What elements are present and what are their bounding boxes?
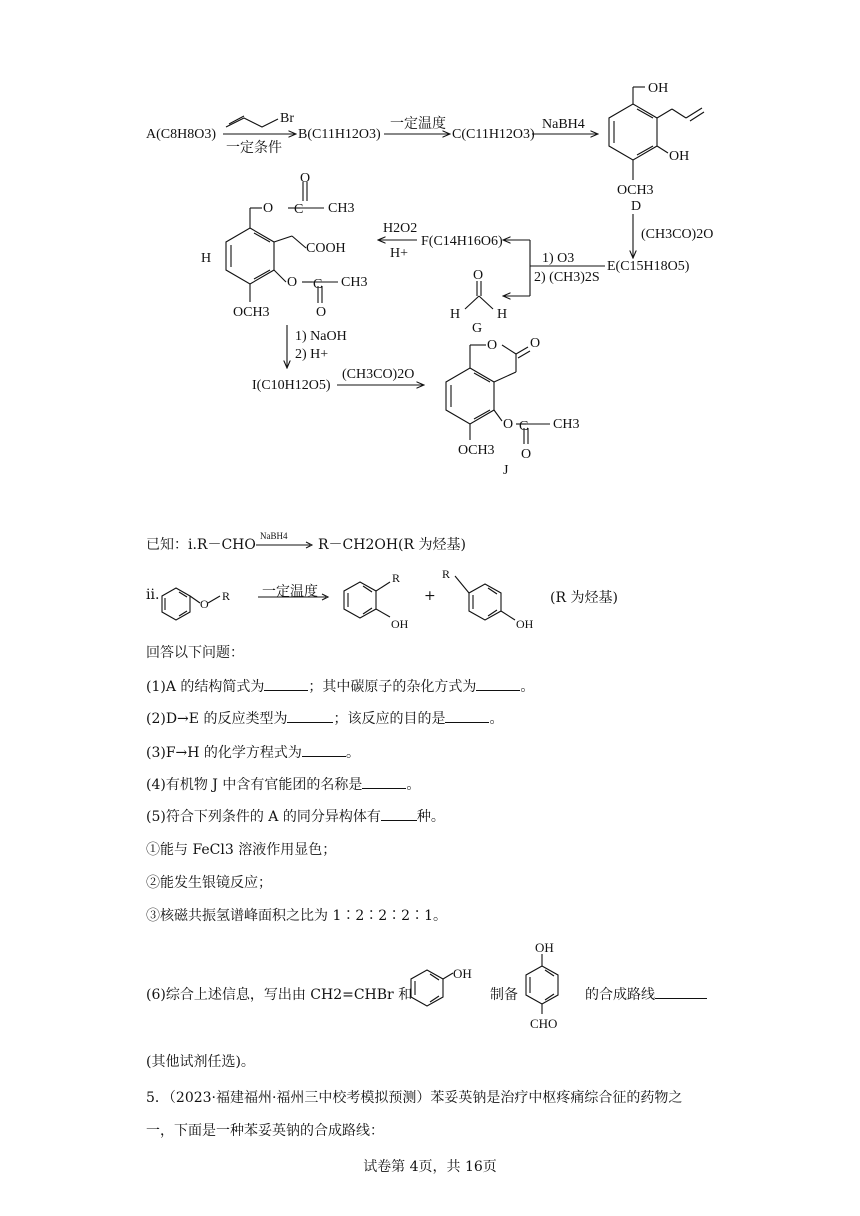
- h-c2: C: [313, 277, 323, 292]
- q3-blank[interactable]: [302, 742, 346, 757]
- next-question-line-2: 一，下面是一种苯妥英钠的合成路线：: [146, 1123, 384, 1139]
- compound-e: E(C15H18O5): [607, 259, 690, 274]
- h-ch3-top: CH3: [328, 201, 355, 216]
- q2-blank-2[interactable]: [445, 708, 489, 723]
- known-i-intro: 已知：i.R－CHO: [146, 537, 256, 553]
- label-j: J: [503, 463, 509, 478]
- q6-text-d: (其他试剂任选)。: [146, 1054, 255, 1070]
- known-i-reagent: NaBH4: [260, 531, 288, 541]
- reagent-ef-1: 1) O3: [542, 251, 575, 266]
- q2-text-c: 。: [489, 711, 504, 727]
- g-h-left: H: [450, 307, 461, 322]
- known-ii-structures: [150, 570, 570, 630]
- svg-text:O: O: [200, 597, 209, 611]
- q5-text-a: (5)符合下列条件的 A 的同分异构体有: [146, 809, 381, 825]
- j-o-carbonyl: O: [530, 336, 541, 351]
- condition-2: ②能发生银镜反应；: [146, 875, 272, 891]
- next-question-line-1: 5．（2023·福建福州·福州三中校考模拟预测）苯妥英钠是治疗中枢疼痛综合征的药物之: [146, 1090, 683, 1106]
- question-4: [146, 774, 420, 794]
- g-o: O: [473, 268, 484, 283]
- d-och3: OCH3: [617, 183, 654, 198]
- label-d: D: [631, 199, 642, 214]
- d-oh-top: OH: [648, 81, 669, 96]
- reagent-hi-2: 2) H+: [295, 347, 329, 362]
- q4-blank[interactable]: [362, 774, 406, 789]
- page-footer: 试卷第 4页，共 16页: [363, 1159, 497, 1175]
- phenol-structure: [405, 962, 480, 1012]
- q6-text-b: 制备: [490, 987, 518, 1003]
- question-6-tail: [585, 984, 707, 1004]
- reagent-hi-1: 1) NaOH: [295, 329, 347, 344]
- q4-text-b: 。: [406, 777, 421, 793]
- q4-text-a: (4)有机物 J 中含有官能团的名称是: [146, 777, 363, 793]
- h-o1: O: [263, 201, 274, 216]
- target-structure: [520, 940, 580, 1035]
- q3-text-a: (3)F→H 的化学方程式为: [146, 745, 302, 761]
- q2-text-a: (2)D→E 的反应类型为: [146, 711, 288, 727]
- known-i-arrow: [256, 540, 316, 550]
- j-och3: OCH3: [458, 443, 495, 458]
- svg-text:OH: OH: [391, 617, 409, 630]
- svg-text:R: R: [222, 589, 231, 603]
- compound-f: F(C14H16O6): [421, 234, 503, 249]
- q5-text-b: 种。: [416, 809, 445, 825]
- svg-text:OH: OH: [516, 617, 534, 630]
- condition-3: ③核磁共振氢谱峰面积之比为 1∶2∶2∶2∶1。: [146, 908, 447, 924]
- reagent-ij: (CH3CO)2O: [342, 367, 415, 382]
- question-5: [146, 806, 445, 826]
- j-o-acyl: O: [521, 447, 532, 462]
- question-2: [146, 708, 503, 728]
- h-c1: C: [294, 202, 304, 217]
- svg-text:R: R: [392, 571, 401, 585]
- condition-1: ①能与 FeCl3 溶液作用显色；: [146, 842, 337, 858]
- compound-g-structure: [465, 281, 493, 309]
- label-g: G: [472, 321, 483, 336]
- phenol-oh: OH: [453, 966, 472, 981]
- reagent-ef-2: 2) (CH3)2S: [534, 270, 600, 285]
- known-ii-note: (R 为烃基): [550, 590, 618, 606]
- q5-blank[interactable]: [381, 806, 417, 821]
- compound-i: I(C10H12O5): [252, 378, 331, 393]
- q6-blank[interactable]: [655, 984, 707, 999]
- q1-blank-1[interactable]: [264, 676, 308, 691]
- compound-b: B(C11H12O3): [298, 127, 381, 142]
- h-o4: O: [316, 305, 327, 320]
- questions-prompt: 回答以下问题：: [146, 645, 244, 661]
- q6-text-a: (6)综合上述信息，写出由 CH2=CHBr 和: [146, 987, 413, 1003]
- svg-text:R: R: [442, 570, 451, 581]
- q3-text-b: 。: [345, 745, 360, 761]
- q1-text-b: ；其中碳原子的杂化方式为: [308, 679, 477, 695]
- synthesis-scheme: [0, 0, 860, 500]
- q2-blank-1[interactable]: [287, 708, 333, 723]
- g-h-right: H: [497, 307, 508, 322]
- known-ii-reagent: 一定温度: [262, 584, 318, 600]
- label-h: H: [201, 251, 212, 266]
- compound-a: A(C8H8O3): [146, 127, 216, 142]
- q6-text-c: 的合成路线: [585, 987, 655, 1003]
- reagent-allyl-br: Br: [280, 111, 294, 126]
- reagent-de: (CH3CO)2O: [641, 227, 714, 242]
- compound-j-structure: [446, 345, 550, 444]
- h-o3: O: [287, 275, 298, 290]
- known-ii-label: ii.: [146, 587, 160, 603]
- h-ch3-mid: CH3: [341, 275, 368, 290]
- compound-d-structure: [609, 87, 704, 180]
- j-o-ester: O: [503, 417, 514, 432]
- q1-blank-2[interactable]: [476, 676, 520, 691]
- reagent-bc: 一定温度: [390, 117, 446, 132]
- h-och3: OCH3: [233, 305, 270, 320]
- question-3: [146, 742, 360, 762]
- reagent-ab-bottom: 一定条件: [226, 141, 282, 156]
- reagent-fh-bottom: H+: [390, 246, 409, 261]
- j-o-ring: O: [487, 338, 498, 353]
- q2-text-b: ；该反应的目的是: [333, 711, 446, 727]
- reagent-cd: NaBH4: [542, 117, 585, 132]
- h-o2: O: [300, 171, 311, 186]
- reagent-fh-top: H2O2: [383, 221, 418, 236]
- compound-c: C(C11H12O3): [452, 127, 535, 142]
- target-cho: CHO: [530, 1016, 558, 1031]
- h-cooh: COOH: [306, 241, 346, 256]
- d-oh-ring: OH: [669, 149, 690, 164]
- known-i-product: R－CH2OH(R 为烃基): [318, 537, 466, 553]
- j-c: C: [519, 419, 529, 434]
- target-oh: OH: [535, 940, 554, 955]
- j-ch3: CH3: [553, 417, 580, 432]
- question-1: [146, 676, 534, 696]
- known-ii-plus: +: [424, 588, 436, 604]
- q1-text-a: (1)A 的结构简式为: [146, 679, 265, 695]
- q1-text-c: 。: [520, 679, 535, 695]
- allyl-bromide-skeleton: [226, 118, 278, 127]
